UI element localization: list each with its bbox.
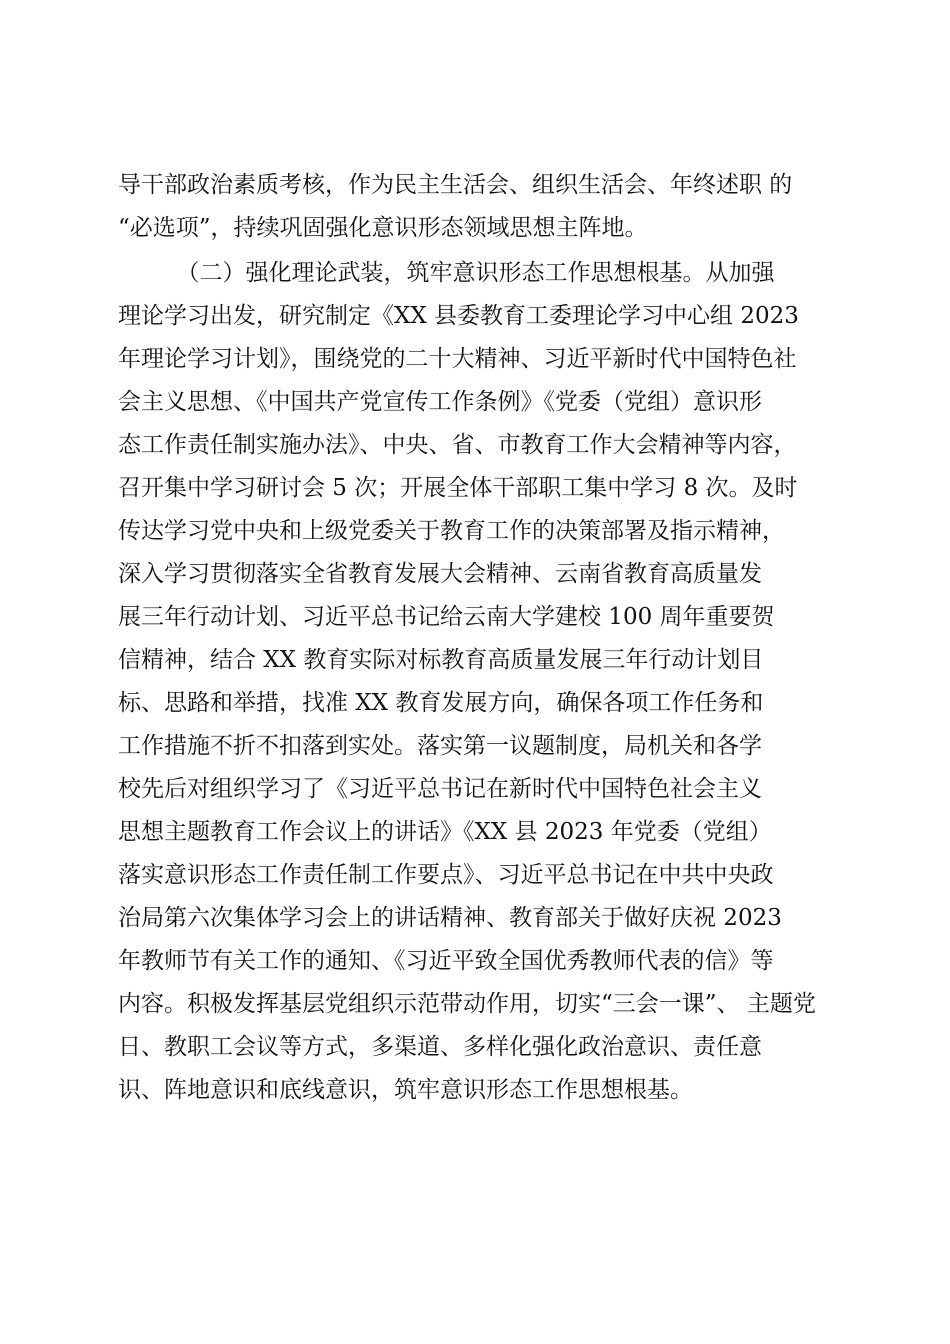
paragraph-line: 展三年行动计划、习近平总书记给云南大学建校 100 周年重要贺 bbox=[118, 604, 775, 630]
paragraph-line: 识、阵地意识和底线意识，筑牢意识形态工作思想根基。 bbox=[118, 1077, 693, 1103]
paragraph-line: 工作措施不折不扣落到实处。落实第一议题制度，局机关和各学 bbox=[118, 733, 762, 759]
paragraph-line: 召开集中学习研讨会 5 次；开展全体干部职工集中学习 8 次。及时 bbox=[118, 475, 798, 501]
paragraph-line: 传达学习党中央和上级党委关于教育工作的决策部署及指示精神， bbox=[118, 518, 785, 544]
paragraph-line: 年教师节有关工作的通知、《习近平致全国优秀教师代表的信》等 bbox=[118, 948, 774, 974]
paragraph-line: 态工作责任制实施办法》、中央、省、市教育工作大会精神等内容， bbox=[118, 432, 797, 458]
section-paragraph bbox=[118, 252, 840, 1112]
paragraph-line: 日、教职工会议等方式，多渠道、多样化强化政治意识、责任意 bbox=[118, 1034, 762, 1060]
paragraph-line: 治局第六次集体学习会上的讲话精神、教育部关于做好庆祝 2023 bbox=[118, 905, 782, 931]
paragraph-line: 导干部政治素质考核，作为民主生活会、组织生活会、年终述职 的 bbox=[118, 172, 793, 198]
continuation-paragraph bbox=[118, 164, 840, 250]
paragraph-line: 思想主题教育工作会议上的讲话》《XX 县 2023 年党委（党组） bbox=[118, 819, 772, 845]
paragraph-line: 深入学习贯彻落实全省教育发展大会精神、云南省教育高质量发 bbox=[118, 561, 762, 587]
paragraph-line: 标、思路和举措，找准 XX 教育发展方向，确保各项工作任务和 bbox=[118, 690, 764, 716]
paragraph-line: 信精神，结合 XX 教育实际对标教育高质量发展三年行动计划目 bbox=[118, 647, 764, 673]
paragraph-line: （二）强化理论武装，筑牢意识形态工作思想根基。从加强 bbox=[118, 260, 775, 286]
paragraph-line: 年理论学习计划》，围绕党的二十大精神、习近平新时代中国特色社 bbox=[118, 346, 797, 372]
paragraph-line: 落实意识形态工作责任制工作要点》、习近平总书记在中共中央政 bbox=[118, 862, 774, 888]
paragraph-line: 会主义思想、《中国共产党宣传工作条例》《党委（党组）意识形 bbox=[118, 389, 762, 415]
paragraph-line: 内容。积极发挥基层党组织示范带动作用，切实“三会一课”、 主题党 bbox=[118, 991, 816, 1017]
paragraph-line: 校先后对组织学习了《习近平总书记在新时代中国特色社会主义 bbox=[118, 776, 762, 802]
paragraph-line: “必选项”，持续巩固强化意识形态领域思想主阵地。 bbox=[118, 215, 648, 241]
paragraph-line: 理论学习出发，研究制定《XX 县委教育工委理论学习中心组 2023 bbox=[118, 303, 799, 329]
